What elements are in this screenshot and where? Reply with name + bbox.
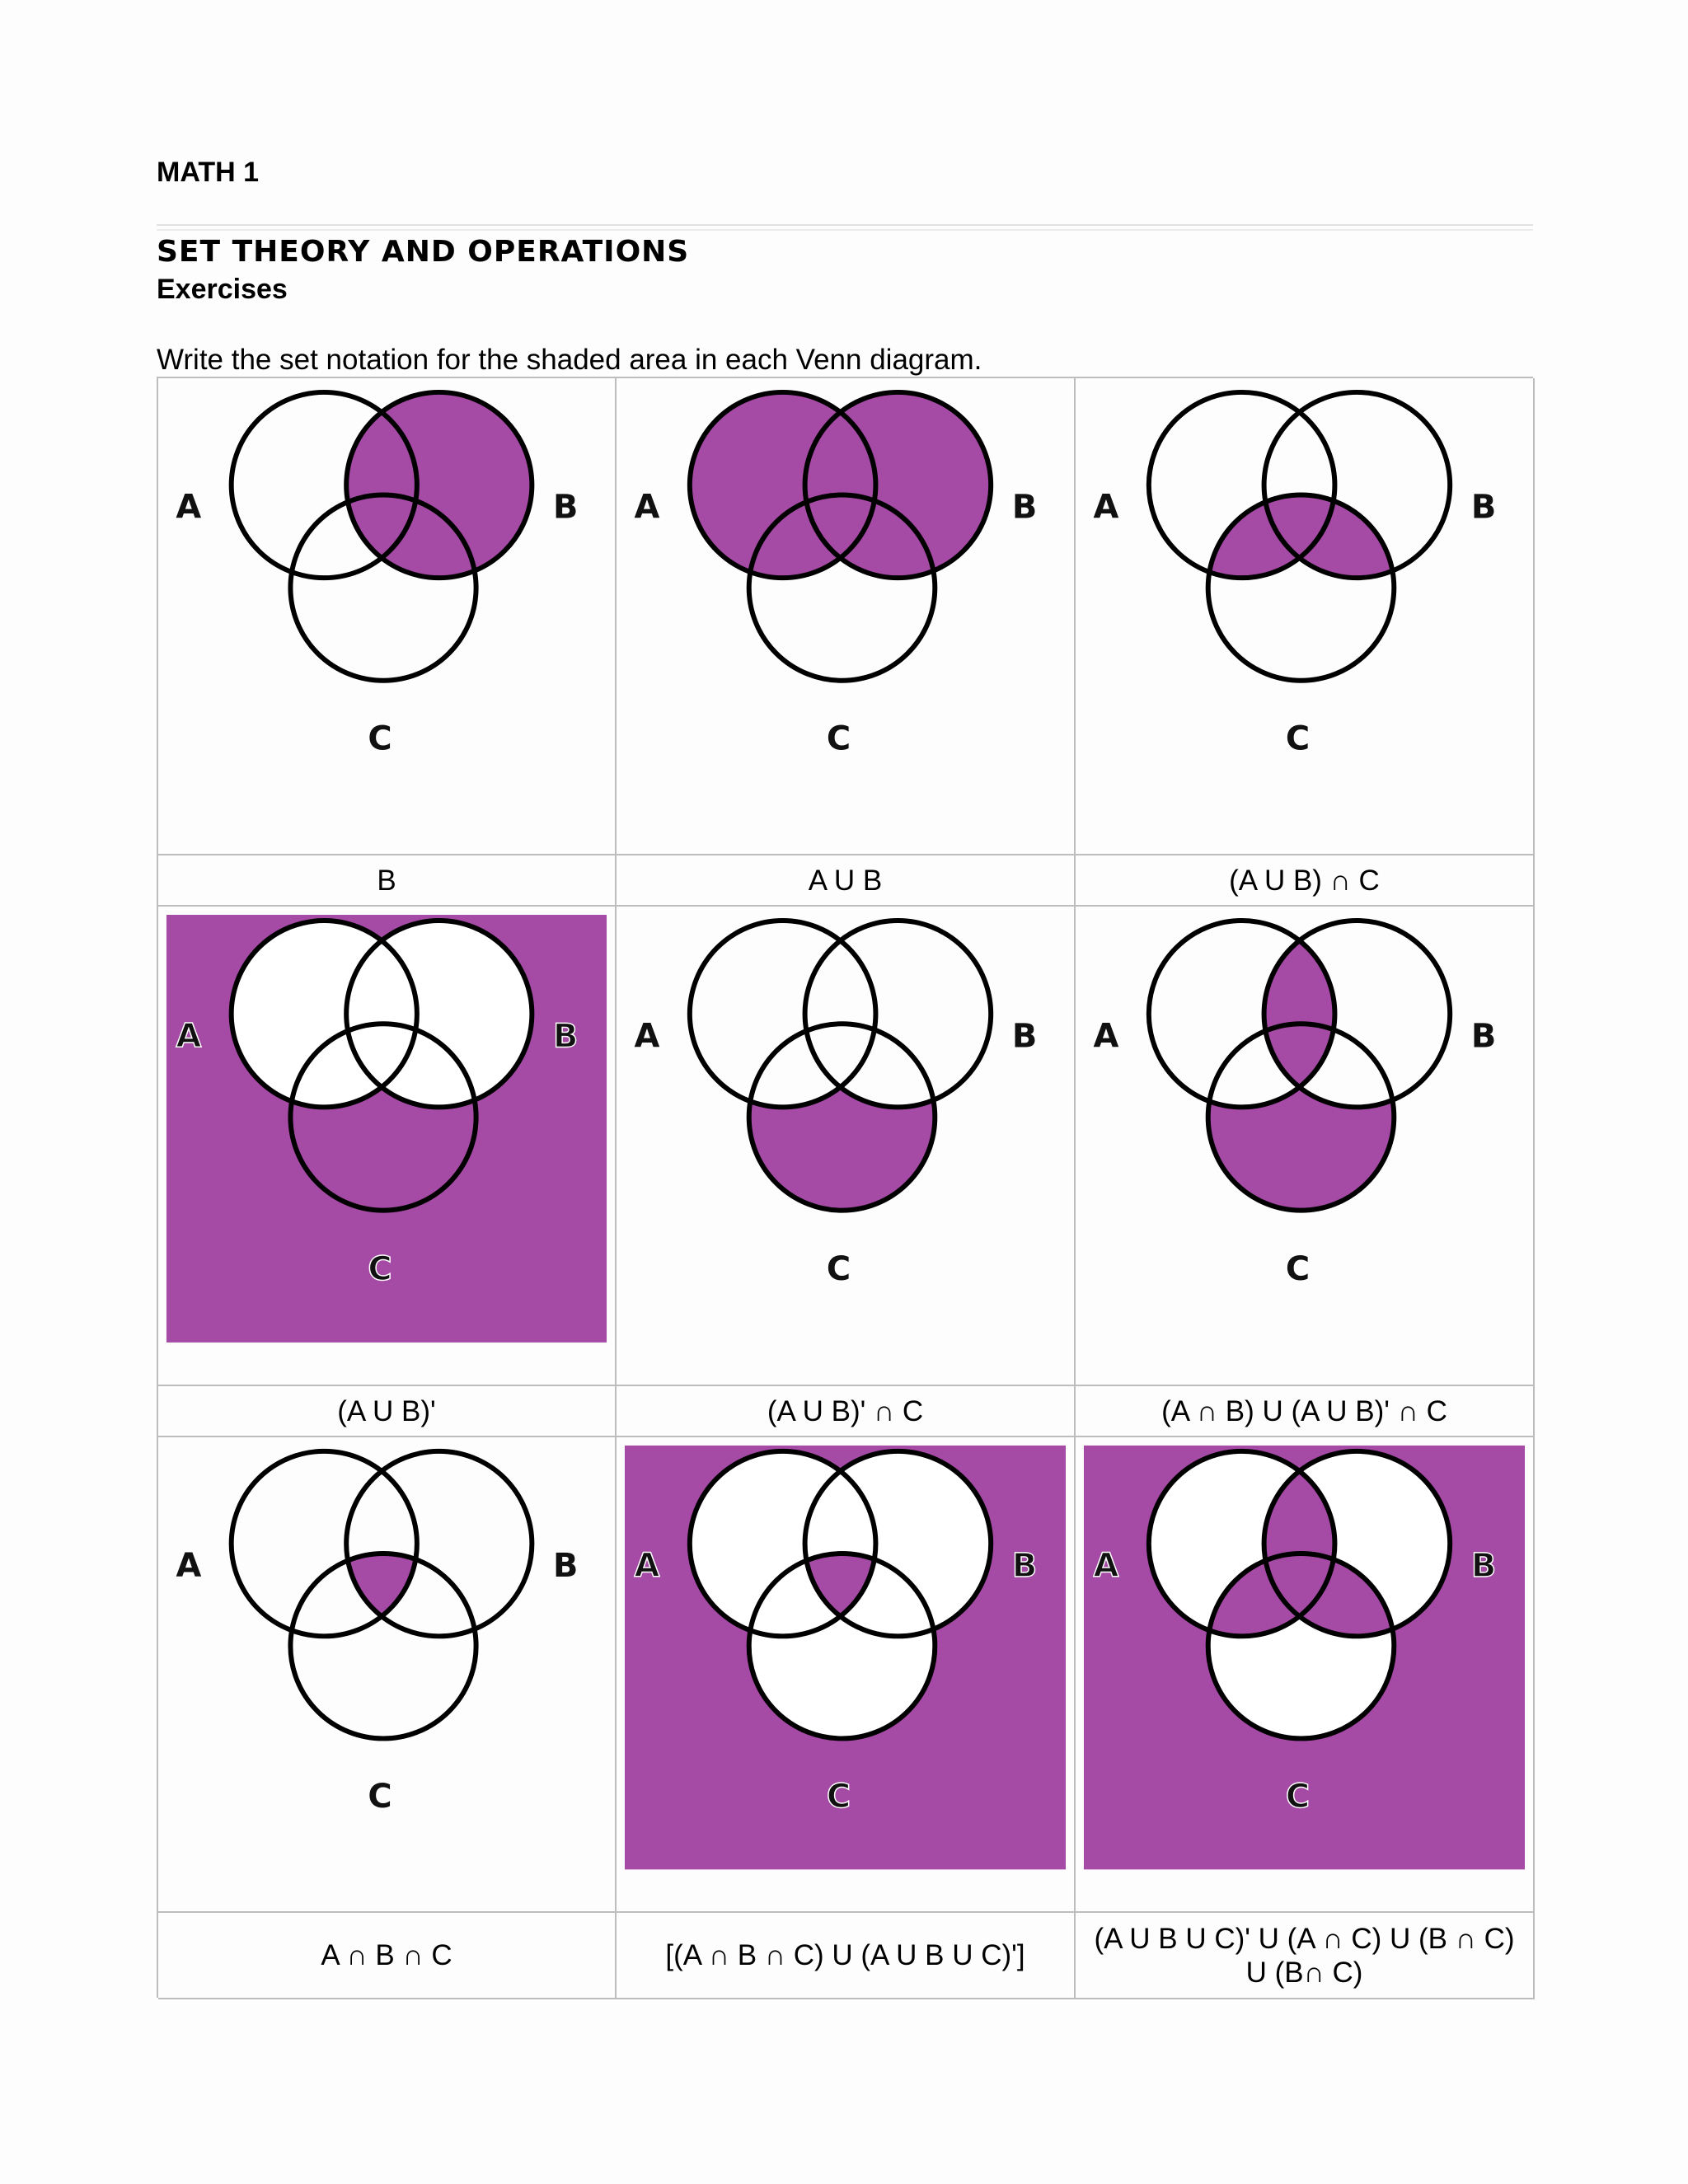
venn-cell — [1076, 1437, 1535, 1913]
set-c-label: C — [368, 719, 392, 758]
set-a-label: A — [1093, 488, 1119, 527]
set-b-label: B — [553, 488, 579, 527]
answer-cell — [158, 1386, 617, 1437]
answer-text: A U B — [808, 864, 883, 897]
set-b-label: B — [1011, 488, 1038, 527]
set-b-label: B — [553, 1546, 579, 1585]
answer-text: B — [377, 864, 396, 897]
answer-text: [(A ∩ B ∩ C) U (A U B U C)'] — [665, 1939, 1025, 1971]
venn-diagram — [158, 1437, 615, 1911]
page-title: SET THEORY AND OPERATIONS — [157, 235, 690, 269]
page-subtitle: Exercises — [157, 274, 288, 305]
venn-cell — [158, 1437, 617, 1913]
venn-cell — [1076, 378, 1535, 855]
set-c-label: C — [1285, 719, 1311, 758]
set-a-label: A — [176, 1546, 202, 1585]
venn-cell — [1076, 907, 1535, 1386]
answer-text: (A U B)' ∩ C — [767, 1394, 924, 1427]
set-a-label: A — [176, 1017, 202, 1056]
venn-diagram — [158, 907, 615, 1385]
answer-text: (A ∩ B) U (A U B)' ∩ C — [1161, 1394, 1447, 1427]
venn-diagram — [617, 378, 1074, 854]
venn-diagram — [1076, 378, 1533, 854]
answer-cell — [617, 1913, 1076, 1999]
set-b-label: B — [1470, 1017, 1497, 1056]
answer-text: (A U B U C)' U (A ∩ C) U (B ∩ C) U (B∩ C) — [1094, 1922, 1515, 1989]
instruction-text: Write the set notation for the shaded area in each Venn diagram. — [157, 344, 982, 376]
venn-cell — [158, 378, 617, 855]
venn-cell — [617, 907, 1076, 1386]
set-b-circle — [346, 1451, 532, 1636]
venn-diagram — [158, 378, 615, 854]
answer-text: (A U B)' — [337, 1394, 436, 1427]
answer-text: A ∩ B ∩ C — [321, 1939, 452, 1971]
set-c-label: C — [826, 1249, 851, 1288]
set-b-label: B — [1011, 1546, 1038, 1585]
set-a-label: A — [634, 488, 660, 527]
set-c-label: C — [368, 1249, 392, 1288]
set-a-label: A — [176, 488, 202, 527]
answer-text: (A U B) ∩ C — [1229, 864, 1380, 897]
set-a-label: A — [634, 1017, 660, 1056]
venn-cell — [617, 378, 1076, 855]
set-a-label: A — [634, 1546, 660, 1585]
course-title: MATH 1 — [157, 157, 260, 188]
set-a-circle — [232, 1451, 417, 1636]
set-b-label: B — [553, 1017, 579, 1056]
answer-cell — [158, 855, 617, 907]
answer-cell — [158, 1913, 617, 1999]
set-c-label: C — [1285, 1249, 1311, 1288]
venn-diagram — [1076, 1437, 1533, 1911]
venn-diagram — [617, 1437, 1074, 1911]
answer-cell — [617, 855, 1076, 907]
set-c-label: C — [826, 719, 851, 758]
venn-cell — [158, 907, 617, 1386]
set-c-label: C — [368, 1777, 392, 1816]
horizontal-rule — [157, 224, 1533, 231]
answer-cell — [617, 1386, 1076, 1437]
set-c-label: C — [1285, 1777, 1311, 1816]
answer-cell — [1076, 1386, 1535, 1437]
set-a-label: A — [1093, 1546, 1119, 1585]
set-b-label: B — [1470, 1546, 1497, 1585]
set-b-label: B — [1470, 488, 1497, 527]
venn-cell — [617, 1437, 1076, 1913]
venn-diagram — [1076, 907, 1533, 1385]
set-c-label: C — [826, 1777, 851, 1816]
set-b-label: B — [1011, 1017, 1038, 1056]
set-a-label: A — [1093, 1017, 1119, 1056]
venn-diagram — [617, 907, 1074, 1385]
answer-cell — [1076, 855, 1535, 907]
exercise-table — [157, 377, 1533, 1998]
answer-cell — [1076, 1913, 1535, 1999]
